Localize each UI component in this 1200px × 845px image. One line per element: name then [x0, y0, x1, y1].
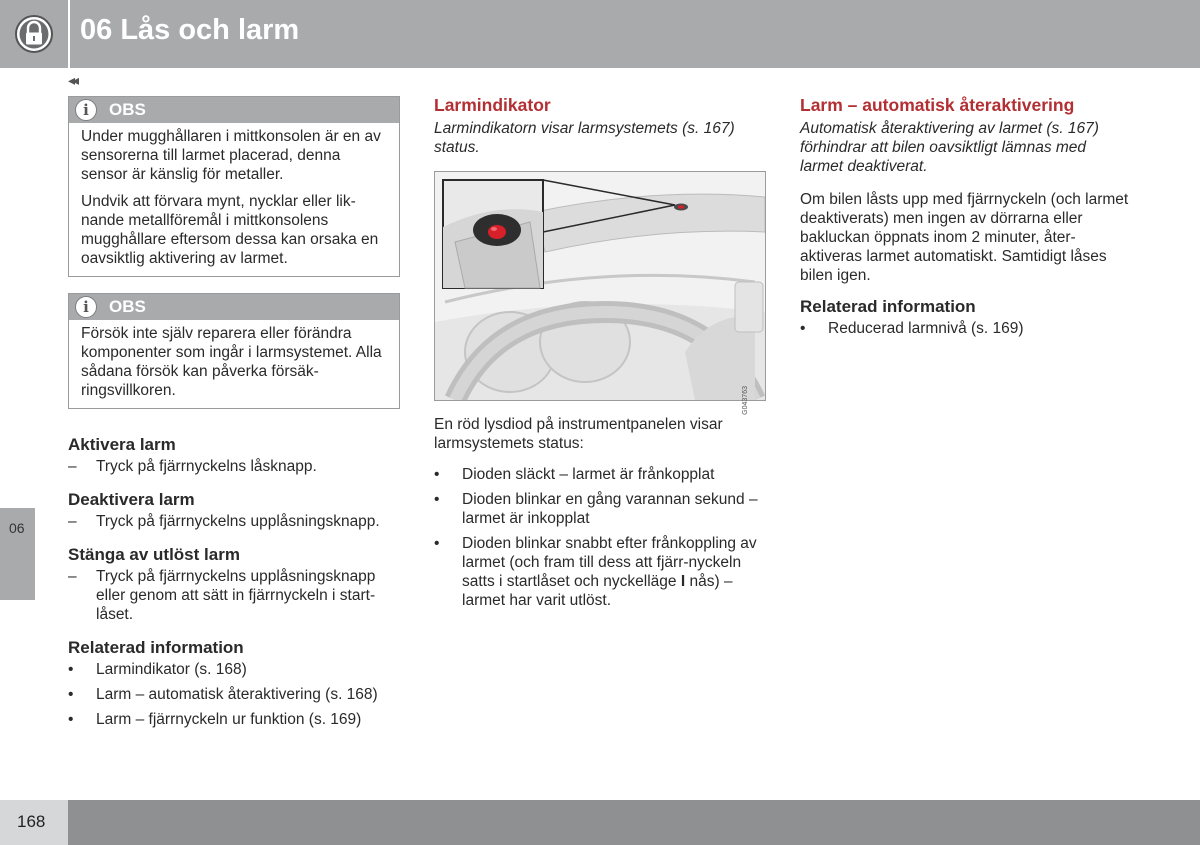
section-deaktivera [68, 490, 400, 531]
paragraph: Om bilen låsts upp med fjärrnyckeln (och larmet deaktiverats) men ingen av dörrarna eller bakluckan öppnats inom 2 minuter, åter-aktiveras larmet automatiskt. Samtidigt låses bilen igen. [800, 191, 1129, 284]
chapter-side-tab-label: 06 [9, 520, 25, 536]
figure-code: G043763 [742, 386, 749, 415]
dash-item-text: Tryck på fjärrnyckelns låsknapp. [96, 458, 317, 475]
bullet-marker: • [800, 320, 806, 337]
related-link-text: Larm – fjärrnyckeln ur funktion (s. 169) [96, 711, 362, 728]
bullet-marker: • [68, 686, 74, 703]
list-item [434, 490, 766, 528]
obs-paragraph: Under mugghållaren i mittkonsolen är en av sensorerna till larmet placerad, denna sensor är känslig för metaller. [81, 128, 381, 183]
section-heading-aterakt: Larm – automatisk återaktivering [800, 95, 1075, 115]
section-aktivera [68, 435, 400, 476]
related-link[interactable] [800, 319, 1132, 338]
list-item-text-part: nås) – larmet har varit utlöst. [462, 573, 733, 609]
column-left [68, 96, 400, 743]
lock-icon [14, 14, 54, 54]
dashboard-illustration [434, 171, 766, 415]
column-right [800, 96, 1132, 344]
obs-box-1 [68, 96, 400, 277]
related-link[interactable] [68, 660, 400, 679]
back-arrows-icon[interactable]: ◂◂ [68, 72, 77, 88]
list-item-text [462, 535, 757, 609]
page-number: 168 [17, 812, 46, 831]
bullet-marker: • [434, 466, 440, 483]
list-item-text-part: Dioden blinkar snabbt efter frånkoppling av larmet (och fram till dess att fjärr-nyckeln satts i startlåset och nyckelläge [462, 535, 757, 590]
related-link[interactable] [68, 685, 400, 704]
list-item-text: Dioden blinkar en gång varannan sekund – larmet är inkopplat [462, 491, 758, 527]
key-position: I [680, 573, 686, 590]
obs-title: OBS [109, 100, 146, 119]
section-stanga [68, 545, 400, 624]
paragraph: En röd lysdiod på instrumentpanelen visar larmsystemets status: [434, 416, 723, 452]
section-heading: Stänga av utlöst larm [68, 545, 240, 564]
dash-item [68, 512, 400, 531]
page-header [0, 0, 1200, 68]
related-link-text: Larm – automatisk återaktivering (s. 168) [96, 686, 378, 703]
related-link-text: Larmindikator (s. 168) [96, 661, 247, 678]
dash-marker: – [68, 568, 77, 585]
dash-item [68, 457, 400, 476]
header-icon-box [0, 0, 68, 68]
obs-box-2 [68, 293, 400, 409]
page-title: 06 Lås och larm [80, 14, 300, 46]
info-icon: i [75, 296, 97, 318]
chapter-side-tab[interactable] [0, 508, 35, 600]
obs-box-header [69, 294, 399, 320]
related-link[interactable] [68, 710, 400, 729]
list-item [434, 534, 766, 610]
dash-item [68, 567, 400, 624]
section-heading-larmindikator: Larmindikator [434, 95, 551, 115]
dash-marker: – [68, 458, 77, 475]
column-middle [434, 96, 766, 616]
bullet-marker: • [434, 491, 440, 508]
list-item [434, 465, 766, 484]
dashboard-drawing [435, 172, 765, 400]
obs-paragraph: Undvik att förvara mynt, nycklar eller lik-nande metallföremål i mittkonsolens mugghållare eftersom dessa kan orsaka en oavsiktlig aktivering av larmet. [81, 193, 379, 267]
header-separator [68, 0, 70, 68]
bullet-marker: • [434, 535, 440, 552]
dash-item-text: Tryck på fjärrnyckelns upplåsningsknapp. [96, 513, 380, 530]
obs-title: OBS [109, 297, 146, 316]
obs-body [69, 320, 399, 408]
page-footer [0, 800, 1200, 845]
section-intro: Automatisk återaktivering av larmet (s. 167) förhindrar att bilen oavsiktligt lämnas med larmet deaktiverat. [800, 120, 1099, 175]
page-number-box [0, 800, 68, 845]
section-heading: Relaterad information [800, 297, 976, 316]
related-link-text: Reducerad larmnivå (s. 169) [828, 320, 1024, 337]
section-heading: Deaktivera larm [68, 490, 195, 509]
obs-box-header [69, 97, 399, 123]
bullet-marker: • [68, 661, 74, 678]
bullet-marker: • [68, 711, 74, 728]
dash-marker: – [68, 513, 77, 530]
list-item-text: Dioden släckt – larmet är frånkopplat [462, 466, 715, 483]
obs-paragraph: Försök inte själv reparera eller förändra komponenter som ingår i larmsystemet. Alla sådana försök kan påverka försäk-ringsvillkoren. [81, 325, 382, 399]
section-related [68, 638, 400, 729]
section-heading: Relaterad information [68, 638, 244, 657]
section-intro: Larmindikatorn visar larmsystemets (s. 167) status. [434, 120, 735, 156]
info-icon: i [75, 99, 97, 121]
section-heading: Aktivera larm [68, 435, 176, 454]
dash-item-text: Tryck på fjärrnyckelns upplåsningsknapp eller genom att sätt in fjärrnyckeln i start-låset. [96, 568, 376, 623]
obs-body [69, 123, 399, 276]
